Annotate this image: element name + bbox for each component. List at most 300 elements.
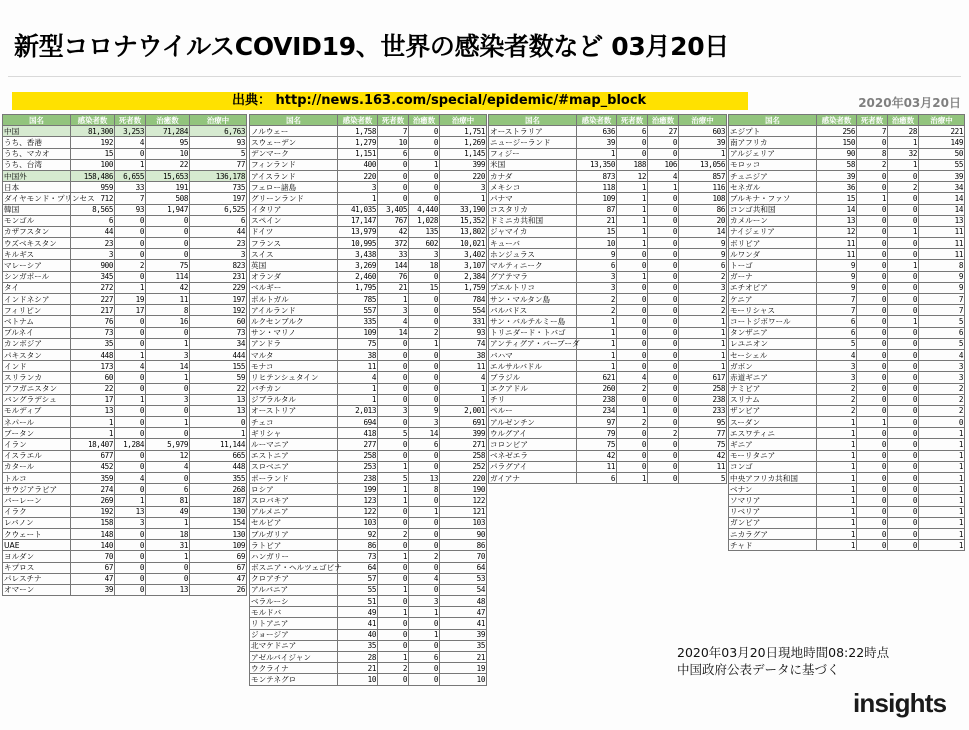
table-row bbox=[3, 260, 247, 271]
count-cell: 0 bbox=[648, 417, 679, 428]
count-cell: 0 bbox=[378, 417, 409, 428]
count-cell: 6 bbox=[409, 439, 440, 450]
count-cell: 32 bbox=[888, 148, 919, 159]
count-cell: 48 bbox=[440, 596, 487, 607]
count-cell: 38 bbox=[440, 349, 487, 360]
country-name-cell: インド bbox=[3, 361, 71, 372]
table-row bbox=[489, 428, 727, 439]
count-cell: 7 bbox=[378, 126, 409, 137]
count-cell: 1 bbox=[817, 461, 857, 472]
count-cell: 1,269 bbox=[440, 137, 487, 148]
table-row bbox=[729, 383, 965, 394]
table-row bbox=[729, 417, 965, 428]
country-name-cell: サン・バルテルミー島 bbox=[489, 316, 577, 327]
country-name-cell: サン・マルタン島 bbox=[489, 294, 577, 305]
table-row bbox=[3, 506, 247, 517]
count-cell: 335 bbox=[338, 316, 378, 327]
count-cell: 17 bbox=[71, 394, 115, 405]
count-cell: 636 bbox=[577, 126, 617, 137]
count-cell: 109 bbox=[190, 540, 247, 551]
count-cell: 7 bbox=[817, 305, 857, 316]
count-cell: 784 bbox=[440, 294, 487, 305]
count-cell: 1 bbox=[378, 551, 409, 562]
count-cell: 0 bbox=[888, 417, 919, 428]
country-name-cell: アルゼンチン bbox=[489, 417, 577, 428]
count-cell: 2 bbox=[378, 528, 409, 539]
count-cell: 0 bbox=[648, 461, 679, 472]
table-row bbox=[3, 148, 247, 159]
count-cell: 42 bbox=[577, 450, 617, 461]
count-cell: 0 bbox=[648, 349, 679, 360]
count-cell: 0 bbox=[888, 361, 919, 372]
count-cell: 13,802 bbox=[440, 226, 487, 237]
count-cell: 95 bbox=[679, 417, 727, 428]
count-cell: 0 bbox=[857, 405, 888, 416]
count-cell: 0 bbox=[648, 450, 679, 461]
count-cell: 0 bbox=[648, 361, 679, 372]
country-name-cell: チリ bbox=[489, 394, 577, 405]
count-cell: 197 bbox=[190, 294, 247, 305]
table-header-row bbox=[250, 115, 487, 126]
country-name-cell: ケニア bbox=[729, 294, 817, 305]
count-cell: 0 bbox=[648, 327, 679, 338]
count-cell: 41,035 bbox=[338, 204, 378, 215]
count-cell: 21 bbox=[338, 663, 378, 674]
count-cell: 0 bbox=[617, 137, 648, 148]
count-cell: 0 bbox=[857, 294, 888, 305]
table-row bbox=[250, 316, 487, 327]
count-cell: 0 bbox=[888, 473, 919, 484]
count-cell: 2 bbox=[577, 305, 617, 316]
count-cell: 0 bbox=[857, 327, 888, 338]
country-name-cell: ウクライナ bbox=[250, 663, 338, 674]
count-cell: 49 bbox=[146, 506, 190, 517]
count-cell: 1 bbox=[115, 495, 146, 506]
count-cell: 13 bbox=[817, 215, 857, 226]
column-header: 感染者数 bbox=[577, 115, 617, 126]
count-cell: 9 bbox=[577, 249, 617, 260]
count-cell: 38 bbox=[338, 349, 378, 360]
count-cell: 73 bbox=[71, 327, 115, 338]
country-name-cell: トーゴ bbox=[729, 260, 817, 271]
column-header: 治療中 bbox=[190, 115, 247, 126]
country-name-cell: グアテマラ bbox=[489, 271, 577, 282]
count-cell: 1 bbox=[919, 439, 965, 450]
count-cell: 41 bbox=[440, 618, 487, 629]
count-cell: 90 bbox=[817, 148, 857, 159]
count-cell: 0 bbox=[146, 215, 190, 226]
count-cell: 0 bbox=[409, 349, 440, 360]
count-cell: 1 bbox=[617, 271, 648, 282]
country-name-cell: ロシア bbox=[250, 484, 338, 495]
count-cell: 0 bbox=[857, 238, 888, 249]
country-name-cell: カナダ bbox=[489, 170, 577, 181]
count-cell: 188 bbox=[617, 159, 648, 170]
table-row bbox=[250, 540, 487, 551]
count-cell: 0 bbox=[617, 450, 648, 461]
count-cell: 258 bbox=[679, 383, 727, 394]
table-row bbox=[3, 271, 247, 282]
count-cell: 192 bbox=[71, 506, 115, 517]
count-cell: 1 bbox=[409, 629, 440, 640]
count-cell: 130 bbox=[190, 506, 247, 517]
count-cell: 0 bbox=[378, 674, 409, 685]
country-name-cell: ブータン bbox=[3, 428, 71, 439]
count-cell: 1,947 bbox=[146, 204, 190, 215]
count-cell: 0 bbox=[857, 271, 888, 282]
count-cell: 108 bbox=[679, 193, 727, 204]
count-cell: 2,384 bbox=[440, 271, 487, 282]
count-cell: 8,565 bbox=[71, 204, 115, 215]
count-cell: 11 bbox=[338, 361, 378, 372]
table-row bbox=[729, 428, 965, 439]
country-name-cell: ヨルダン bbox=[3, 551, 71, 562]
count-cell: 238 bbox=[577, 394, 617, 405]
count-cell: 1 bbox=[577, 327, 617, 338]
count-cell: 10,995 bbox=[338, 238, 378, 249]
count-cell: 187 bbox=[190, 495, 247, 506]
count-cell: 0 bbox=[857, 394, 888, 405]
country-name-cell: バルバドス bbox=[489, 305, 577, 316]
count-cell: 0 bbox=[648, 305, 679, 316]
country-name-cell: クロアチア bbox=[250, 573, 338, 584]
count-cell: 60 bbox=[190, 316, 247, 327]
count-cell: 10,021 bbox=[440, 238, 487, 249]
table-row bbox=[250, 327, 487, 338]
table-header-row bbox=[3, 115, 247, 126]
count-cell: 2,001 bbox=[440, 405, 487, 416]
count-cell: 0 bbox=[146, 249, 190, 260]
table-row bbox=[489, 137, 727, 148]
count-cell: 1 bbox=[440, 394, 487, 405]
count-cell: 1 bbox=[919, 428, 965, 439]
count-cell: 122 bbox=[440, 495, 487, 506]
count-cell: 0 bbox=[857, 495, 888, 506]
count-cell: 0 bbox=[146, 383, 190, 394]
count-cell: 199 bbox=[338, 484, 378, 495]
count-cell: 1 bbox=[378, 607, 409, 618]
table-row bbox=[3, 215, 247, 226]
count-cell: 0 bbox=[888, 215, 919, 226]
count-cell: 13 bbox=[146, 584, 190, 595]
count-cell: 10 bbox=[378, 137, 409, 148]
count-cell: 11 bbox=[577, 461, 617, 472]
count-cell: 0 bbox=[888, 394, 919, 405]
count-cell: 617 bbox=[679, 372, 727, 383]
country-name-cell: アゼルバイジャン bbox=[250, 652, 338, 663]
count-cell: 691 bbox=[440, 417, 487, 428]
count-cell: 1 bbox=[817, 428, 857, 439]
count-cell: 11 bbox=[817, 249, 857, 260]
country-name-cell: ダイヤモンド・プリンセス bbox=[4, 193, 95, 203]
count-cell: 1,758 bbox=[338, 126, 378, 137]
count-cell: 0 bbox=[409, 305, 440, 316]
count-cell: 5 bbox=[679, 473, 727, 484]
count-cell: 103 bbox=[440, 517, 487, 528]
count-cell: 0 bbox=[409, 170, 440, 181]
count-cell: 76 bbox=[71, 316, 115, 327]
count-cell: 19 bbox=[440, 663, 487, 674]
country-name-cell: カメルーン bbox=[729, 215, 817, 226]
count-cell: 1,279 bbox=[338, 137, 378, 148]
count-cell: 6 bbox=[617, 126, 648, 137]
count-cell: 0 bbox=[648, 282, 679, 293]
table-row bbox=[3, 528, 247, 539]
count-cell: 0 bbox=[378, 394, 409, 405]
country-name-cell: コンゴ共和国 bbox=[729, 204, 817, 215]
count-cell: 0 bbox=[648, 238, 679, 249]
country-name-cell: クウェート bbox=[3, 528, 71, 539]
table-row bbox=[489, 405, 727, 416]
count-cell: 1 bbox=[888, 260, 919, 271]
count-cell: 0 bbox=[409, 584, 440, 595]
country-name-cell: マルティニーク bbox=[489, 260, 577, 271]
count-cell: 154 bbox=[190, 517, 247, 528]
count-cell: 677 bbox=[71, 450, 115, 461]
count-cell: 0 bbox=[888, 495, 919, 506]
count-cell: 75 bbox=[338, 338, 378, 349]
count-cell: 53 bbox=[440, 573, 487, 584]
count-cell: 40 bbox=[338, 629, 378, 640]
country-name-cell: アイスランド bbox=[250, 170, 338, 181]
count-cell: 217 bbox=[71, 305, 115, 316]
count-cell: 39 bbox=[679, 137, 727, 148]
footer-note bbox=[677, 644, 889, 678]
count-cell: 0 bbox=[409, 182, 440, 193]
count-cell: 0 bbox=[115, 484, 146, 495]
count-cell: 1 bbox=[679, 349, 727, 360]
table-row bbox=[250, 640, 487, 651]
count-cell: 4 bbox=[440, 372, 487, 383]
count-cell: 3 bbox=[378, 405, 409, 416]
count-cell: 9 bbox=[919, 282, 965, 293]
count-cell: 0 bbox=[648, 383, 679, 394]
count-cell: 1 bbox=[919, 450, 965, 461]
table-row bbox=[250, 517, 487, 528]
table-row bbox=[3, 170, 247, 181]
column-header: 国名 bbox=[729, 115, 817, 126]
count-cell: 1 bbox=[888, 226, 919, 237]
count-cell: 69 bbox=[190, 551, 247, 562]
count-cell: 1 bbox=[648, 182, 679, 193]
count-cell: 77 bbox=[679, 428, 727, 439]
country-name-cell: オランダ bbox=[250, 271, 338, 282]
count-cell: 0 bbox=[409, 137, 440, 148]
count-cell: 192 bbox=[71, 137, 115, 148]
count-cell: 0 bbox=[378, 361, 409, 372]
count-cell: 0 bbox=[378, 629, 409, 640]
count-cell: 4 bbox=[115, 473, 146, 484]
country-name-cell: スリランカ bbox=[3, 372, 71, 383]
country-name-cell: モナコ bbox=[250, 361, 338, 372]
country-name-cell: ポーランド bbox=[250, 473, 338, 484]
count-cell: 12 bbox=[617, 170, 648, 181]
count-cell: 0 bbox=[888, 170, 919, 181]
count-cell: 31 bbox=[146, 540, 190, 551]
count-cell: 0 bbox=[146, 573, 190, 584]
count-cell: 118 bbox=[577, 182, 617, 193]
count-cell: 0 bbox=[617, 461, 648, 472]
table-row bbox=[3, 204, 247, 215]
country-name-cell: デンマーク bbox=[250, 148, 338, 159]
count-cell: 1,284 bbox=[115, 439, 146, 450]
count-cell: 399 bbox=[440, 159, 487, 170]
count-cell: 767 bbox=[378, 215, 409, 226]
count-cell: 0 bbox=[409, 126, 440, 137]
count-cell: 0 bbox=[648, 316, 679, 327]
country-name-cell: トリニダード・トバゴ bbox=[489, 327, 577, 338]
count-cell: 70 bbox=[440, 551, 487, 562]
country-name-cell: タイ bbox=[3, 282, 71, 293]
country-name-cell: イタリア bbox=[250, 204, 338, 215]
count-cell: 1 bbox=[577, 338, 617, 349]
table-row bbox=[3, 562, 247, 573]
count-cell: 34 bbox=[190, 338, 247, 349]
country-name-cell: ベナン bbox=[729, 484, 817, 495]
country-name-cell: ニュージーランド bbox=[489, 137, 577, 148]
country-name-cell: チェコ bbox=[250, 417, 338, 428]
table-row bbox=[250, 495, 487, 506]
table-row bbox=[729, 305, 965, 316]
table-row bbox=[489, 383, 727, 394]
table-row bbox=[250, 305, 487, 316]
count-cell: 0 bbox=[857, 182, 888, 193]
column-header: 治癒数 bbox=[409, 115, 440, 126]
count-cell: 2 bbox=[888, 182, 919, 193]
count-cell: 2 bbox=[817, 383, 857, 394]
count-cell: 0 bbox=[146, 238, 190, 249]
table-row bbox=[3, 159, 247, 170]
count-cell: 2 bbox=[817, 405, 857, 416]
count-cell: 9 bbox=[919, 271, 965, 282]
count-cell: 1 bbox=[919, 528, 965, 539]
count-cell: 0 bbox=[409, 618, 440, 629]
cases-table-africa bbox=[728, 114, 965, 551]
count-cell: 0 bbox=[115, 226, 146, 237]
count-cell: 28 bbox=[888, 126, 919, 137]
count-cell: 0 bbox=[378, 182, 409, 193]
country-name-cell: トルコ bbox=[3, 473, 71, 484]
country-name-cell: リトアニア bbox=[250, 618, 338, 629]
count-cell: 122 bbox=[338, 506, 378, 517]
count-cell: 13 bbox=[115, 506, 146, 517]
count-cell: 3 bbox=[146, 349, 190, 360]
count-cell: 0 bbox=[617, 148, 648, 159]
count-cell: 345 bbox=[71, 271, 115, 282]
table-row bbox=[3, 226, 247, 237]
count-cell: 0 bbox=[648, 372, 679, 383]
count-cell: 0 bbox=[115, 540, 146, 551]
count-cell: 50 bbox=[919, 148, 965, 159]
count-cell: 1 bbox=[378, 461, 409, 472]
count-cell: 1,759 bbox=[440, 282, 487, 293]
count-cell: 130 bbox=[190, 528, 247, 539]
count-cell: 712 bbox=[71, 193, 115, 204]
count-cell: 1 bbox=[617, 405, 648, 416]
count-cell: 11 bbox=[817, 238, 857, 249]
count-cell: 1 bbox=[146, 517, 190, 528]
count-cell: 67 bbox=[190, 562, 247, 573]
count-cell: 17,147 bbox=[338, 215, 378, 226]
count-cell: 857 bbox=[679, 170, 727, 181]
count-cell: 0 bbox=[617, 439, 648, 450]
country-name-cell: シンガポール bbox=[3, 271, 71, 282]
count-cell: 229 bbox=[190, 282, 247, 293]
count-cell: 0 bbox=[617, 361, 648, 372]
count-cell: 1 bbox=[378, 652, 409, 663]
count-cell: 64 bbox=[338, 562, 378, 573]
count-cell: 0 bbox=[648, 294, 679, 305]
count-cell: 2 bbox=[919, 394, 965, 405]
country-name-cell: 北マケドニア bbox=[250, 640, 338, 651]
table-row bbox=[489, 338, 727, 349]
table-row bbox=[489, 170, 727, 181]
count-cell: 39 bbox=[577, 137, 617, 148]
count-cell: 238 bbox=[679, 394, 727, 405]
count-cell: 3,269 bbox=[338, 260, 378, 271]
count-cell: 0 bbox=[409, 271, 440, 282]
table-row bbox=[489, 361, 727, 372]
count-cell: 9 bbox=[817, 260, 857, 271]
count-cell: 0 bbox=[857, 137, 888, 148]
count-cell: 0 bbox=[146, 473, 190, 484]
count-cell: 0 bbox=[648, 271, 679, 282]
table-row bbox=[3, 372, 247, 383]
count-cell: 6 bbox=[817, 316, 857, 327]
country-name-cell: マレーシア bbox=[3, 260, 71, 271]
country-name-cell: ギニア bbox=[729, 439, 817, 450]
country-name-cell: モンゴル bbox=[3, 215, 71, 226]
count-cell: 54 bbox=[440, 584, 487, 595]
count-cell: 6,763 bbox=[190, 126, 247, 137]
table-row bbox=[489, 159, 727, 170]
count-cell: 6 bbox=[146, 484, 190, 495]
table-row bbox=[489, 327, 727, 338]
count-cell: 0 bbox=[857, 439, 888, 450]
count-cell: 11 bbox=[679, 461, 727, 472]
table-row bbox=[729, 204, 965, 215]
country-name-cell: レバノン bbox=[3, 517, 71, 528]
count-cell: 444 bbox=[190, 349, 247, 360]
count-cell: 1 bbox=[71, 428, 115, 439]
count-cell: 2 bbox=[679, 305, 727, 316]
table-row bbox=[489, 182, 727, 193]
table-row bbox=[250, 361, 487, 372]
column-header: 治療中 bbox=[679, 115, 727, 126]
table-row bbox=[489, 215, 727, 226]
count-cell: 1 bbox=[679, 338, 727, 349]
table-row bbox=[729, 238, 965, 249]
table-row bbox=[250, 338, 487, 349]
count-cell: 1 bbox=[817, 540, 857, 551]
country-name-cell: エスワティニ bbox=[729, 428, 817, 439]
footer-data-basis: 中国政府公表データに基づく bbox=[677, 662, 840, 677]
count-cell: 8 bbox=[919, 260, 965, 271]
country-name-cell: ブルネイ bbox=[3, 327, 71, 338]
column-header: 死者数 bbox=[115, 115, 146, 126]
table-row bbox=[250, 193, 487, 204]
count-cell: 0 bbox=[115, 372, 146, 383]
count-cell: 47 bbox=[440, 607, 487, 618]
count-cell: 9 bbox=[409, 405, 440, 416]
table-row bbox=[3, 428, 247, 439]
table-row bbox=[489, 294, 727, 305]
count-cell: 35 bbox=[338, 640, 378, 651]
count-cell: 557 bbox=[338, 305, 378, 316]
table-row bbox=[489, 439, 727, 450]
count-cell: 136,178 bbox=[190, 170, 247, 181]
count-cell: 3 bbox=[577, 282, 617, 293]
